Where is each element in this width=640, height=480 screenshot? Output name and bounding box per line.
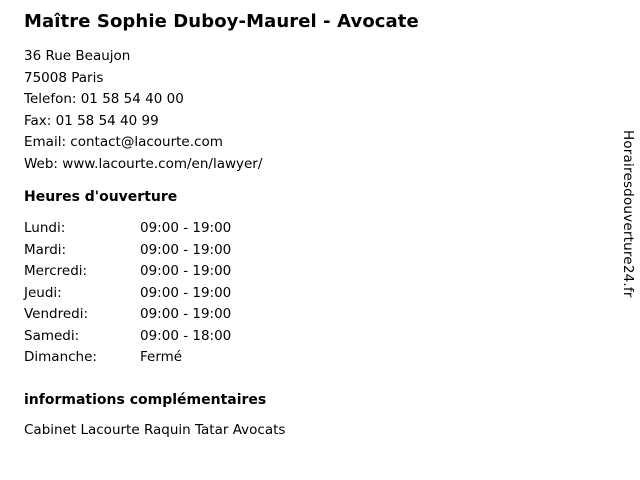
address-block [24,46,584,175]
hours-time: 09:00 - 19:00 [140,284,232,301]
table-row [24,304,340,326]
phone-line: Telefon: 01 58 54 40 00 [24,91,184,107]
address-city: 75008 Paris [24,69,104,86]
hours-day: Vendredi: [24,306,89,322]
opening-hours-heading: Heures d'ouverture [24,189,178,205]
watermark-label: Horairesdouverture24.fr [620,130,636,298]
page-title: Maître Sophie Duboy-Maurel - Avocate [24,11,419,32]
listing-content [24,10,584,441]
fax-line: Fax: 01 58 54 40 99 [24,112,159,129]
hours-time: 09:00 - 18:00 [140,327,232,344]
table-row [24,261,340,283]
hours-day: Mercredi: [24,263,88,279]
hours-time: 09:00 - 19:00 [140,306,232,322]
address-street: 36 Rue Beaujon [24,48,131,64]
website-line: Web: www.lacourte.com/en/lawyer/ [24,155,263,172]
hours-day: Mardi: [24,241,67,258]
hours-day: Jeudi: [24,284,62,301]
hours-day: Samedi: [24,327,80,344]
table-row [24,326,340,348]
table-row [24,283,340,305]
email-line: Email: contact@lacourte.com [24,134,223,150]
additional-info-text: Cabinet Lacourte Raquin Tatar Avocats [24,421,286,438]
additional-info-heading: informations complémentaires [24,391,267,408]
table-row [24,218,340,240]
hours-day: Lundi: [24,220,66,236]
table-row [24,240,340,262]
opening-hours-table [24,218,340,369]
hours-time: 09:00 - 19:00 [140,220,232,236]
hours-time: 09:00 - 19:00 [140,263,232,279]
hours-time: 09:00 - 19:00 [140,241,232,258]
hours-day: Dimanche: [24,349,97,365]
table-row [24,347,340,369]
hours-time: Fermé [140,349,183,365]
